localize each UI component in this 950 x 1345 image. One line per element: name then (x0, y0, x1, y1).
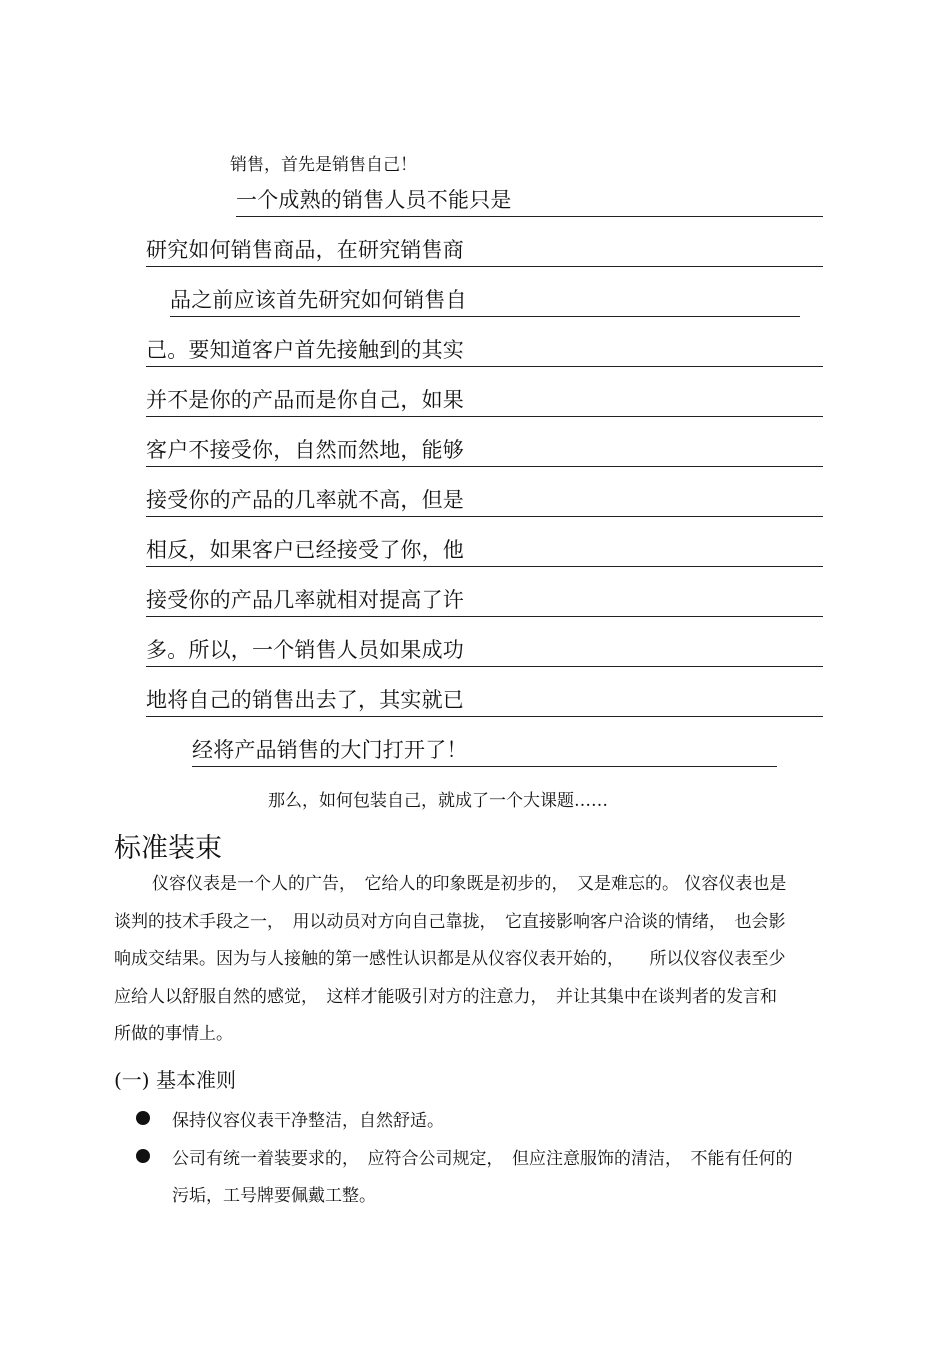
subsection-title: (一) 基本准则 (114, 1068, 236, 1092)
passage-line: 相反，如果客户已经接受了你，他 (146, 534, 823, 567)
closing-line: 那么，如何包装自己，就成了一个大课题…… (268, 791, 608, 811)
bullet-dot-icon (136, 1149, 150, 1163)
paragraph-line: 谈判的技术手段之一， 用以动员对方向自己靠拢， 它直接影响客户洽谈的情绪， 也会影 (114, 911, 786, 932)
paragraph-line: 应给人以舒服自然的感觉， 这样才能吸引对方的注意力， 并让其集中在谈判者的发言和 (114, 986, 777, 1007)
bullet-text: 保持仪容仪表干净整洁，自然舒适。 (172, 1111, 444, 1131)
passage-line: 客户不接受你，自然而然地，能够 (146, 434, 823, 467)
bullet-text-continued: 污垢，工号牌要佩戴工整。 (172, 1186, 376, 1206)
passage-line: 地将自己的销售出去了，其实就已 (146, 684, 823, 717)
paragraph-line: 响成交结果。因为与人接触的第一感性认识都是从仪容仪表开始的， 所以仪容仪表至少 (114, 949, 786, 969)
passage-line: 接受你的产品的几率就不高，但是 (146, 484, 823, 517)
paragraph-line: 所做的事情上。 (114, 1024, 233, 1044)
intro-line: 销售，首先是销售自己！ (230, 155, 417, 175)
paragraph-line: 仪容仪表是一个人的广告， 它给人的印象既是初步的， 又是难忘的。 仪容仪表也是 (152, 874, 787, 894)
passage-line: 经将产品销售的大门打开了！ (192, 734, 777, 767)
bullet-dot-icon (136, 1111, 150, 1125)
passage-line: 接受你的产品几率就相对提高了许 (146, 584, 823, 617)
passage-line: 己。要知道客户首先接触到的其实 (146, 334, 823, 367)
passage-line: 多。所以，一个销售人员如果成功 (146, 634, 823, 667)
section-title: 标准装束 (114, 833, 222, 864)
bullet-text: 公司有统一着装要求的， 应符合公司规定， 但应注意服饰的清洁， 不能有任何的 (172, 1149, 793, 1169)
passage-line: 并不是你的产品而是你自己，如果 (146, 384, 823, 417)
passage-line: 品之前应该首先研究如何销售自 (170, 284, 800, 317)
passage-line: 一个成熟的销售人员不能只是 (236, 184, 823, 217)
passage-line: 研究如何销售商品，在研究销售商 (146, 234, 823, 267)
body-paragraph (114, 866, 834, 1054)
